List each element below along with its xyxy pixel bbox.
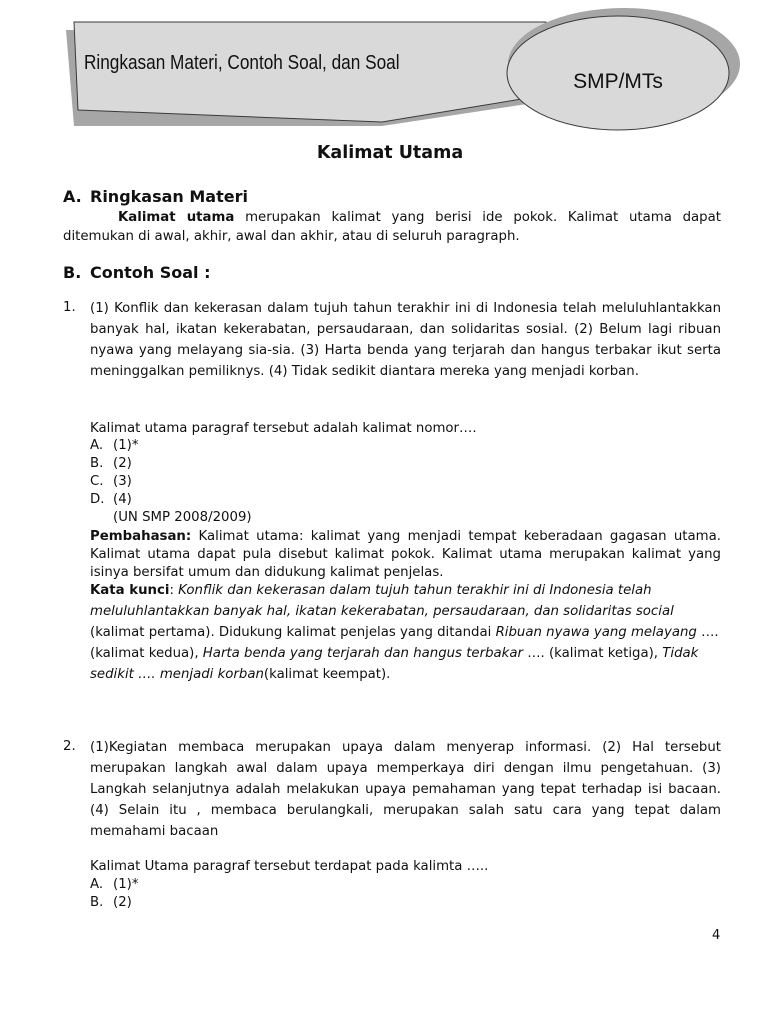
section-a-title: Ringkasan Materi [90,187,248,206]
keyword-sentence-1: Konflik dan kekerasan dalam tujuh tahun terakhir ini di Indonesia telah meluluhlantakkan banyak hal, ikatan kekerabatan, persaudaraan, dan solidaritas social [90,583,674,619]
section-a-letter: A. [63,187,82,206]
question-1-option-b: B. (2) [90,456,132,471]
question-1-explanation [90,528,721,582]
header-banner [0,0,768,140]
question-1-option-c: C. (3) [90,474,132,489]
question-2-option-a: A. (1)* [90,877,139,892]
question-2-text: (1)Kegiatan membaca merupakan upaya dalam menyerap informasi. (2) Hal tersebut merupakan langkah awal dalam upaya memperkaya diri dengan ilmu pengetahuan. (3) Langkah selanjutnya adalah melakukan upaya pemahaman yang tepat terhadap isi bacaan. (4) Selain itu , membaca berulangkali, merupakan salah satu cara yang tepat dalam memahami bacaan [90,740,721,839]
question-1-source: (UN SMP 2008/2009) [113,510,252,525]
section-b-letter: B. [63,263,82,282]
page-title: Kalimat Utama [316,143,464,163]
explanation-label: Pembahasan: [90,529,192,544]
page-number: 4 [712,928,721,943]
summary-text: merupakan kalimat yang berisi ide pokok. Kalimat utama dapat ditemukan di awal, akhir, awal dan akhir, atau di seluruh paragraph. [63,210,721,244]
explanation-text: Kalimat utama: kalimat yang menjadi tempat keberadaan gagasan utama. Kalimat utama dapat pula disebut kalimat pokok. Kalimat utama merupakan kalimat yang isinya bersifat umum dan didukung kalimat penjelas. [90,529,721,580]
keyword-sentence-2: Ribuan nyawa yang melayang [495,625,697,640]
question-1-option-d: D. (4) [90,492,132,507]
school-level-label: SMP/MTs [573,70,663,93]
section-a-heading [63,187,248,206]
question-1-number: 1. [63,300,76,315]
summary-paragraph [63,208,721,246]
question-1-option-a: A. (1)* [90,438,139,453]
keyword-label: Kata kunci [90,583,170,598]
keyword-sentence-4: Tidak sedikit …. menjadi korban [90,646,699,682]
section-b-heading [63,263,211,282]
question-2-option-b: B. (2) [90,895,132,910]
summary-term: Kalimat utama [118,210,235,225]
section-b-title: Contoh Soal : [90,263,211,282]
question-1-prompt: Kalimat utama paragraf tersebut adalah kalimat nomor…. [90,421,477,436]
keyword-sentence-3: Harta benda yang terjarah dan hangus terbakar [202,646,523,661]
question-1-keywords: Kata kunci: Konflik dan kekerasan dalam tujuh tahun terakhir ini di Indonesia telah meluluhlantakkan banyak hal, ikatan kekerabatan, persaudaraan, dan solidaritas social (kalimat pertama). Didukung kalimat penjelas yang ditandai Ribuan nyawa yang melayang ….(kalimat kedua), Harta benda yang terjarah dan hangus terbakar …. (kalimat ketiga), Tidak sedikit …. menjadi korban(kalimat keempat). [90,583,719,682]
question-1-text: (1) Konflik dan kekerasan dalam tujuh tahun terakhir ini di Indonesia telah meluluhlantakkan banyak hal, ikatan kekerabatan, persaudaraan, dan solidaritas sosial. (2) Belum lagi ribuan nyawa yang melayang sia-sia. (3) Harta benda yang terjarah dan hangus terbakar ikut serta meninggalkan pemiliknys. (4) Tidak sedikit diantara mereka yang menjadi korban. [90,301,721,379]
question-2-number: 2. [63,739,76,754]
banner-title: Ringkasan Materi, Contoh Soal, dan Soal [84,52,400,74]
question-2-prompt: Kalimat Utama paragraf tersebut terdapat pada kalimta ….. [90,859,489,874]
